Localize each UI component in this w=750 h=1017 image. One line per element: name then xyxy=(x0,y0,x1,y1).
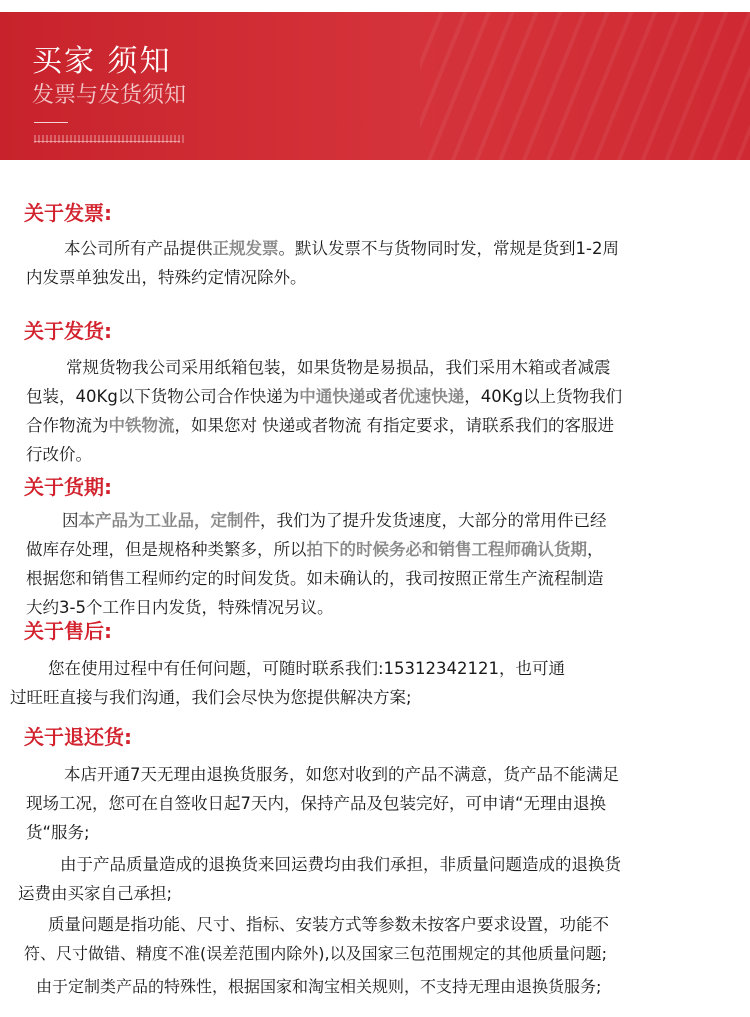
paragraph-line: 常规货物我公司采用纸箱包装，如果货物是易损品，我们采用木箱或者减震 xyxy=(66,358,611,377)
paragraph-line: 行改价。 xyxy=(26,445,92,464)
paragraph-line: 现场工况，您可在自签收日起7天内，保持产品及包装完好，可申请“无理由退换 xyxy=(26,794,607,813)
banner-decoration xyxy=(420,12,750,160)
text-segment: 做库存处理，但是规格种类繁多，所以 xyxy=(26,540,307,559)
section-heading-delivery: 关于货期: xyxy=(24,475,112,499)
paragraph-line: 您在使用过程中有任何问题，可随时联系我们:15312342121，也可通 xyxy=(48,659,566,678)
highlight-confirm-lead-time: 拍下的时候务必和销售工程师确认货期 xyxy=(306,540,587,559)
paragraph-line xyxy=(26,382,736,411)
paragraph-line: 质量问题是指功能、尺寸、指标、安装方式等参数未按客户要求设置，功能不 xyxy=(48,915,609,934)
banner-divider xyxy=(34,122,68,123)
text-segment: 因 xyxy=(62,511,79,530)
paragraph-line: 由于产品质量造成的退换货来回运费均由我们承担，非质量问题造成的退换货 xyxy=(60,855,621,874)
text-segment: 或者 xyxy=(365,387,399,406)
text-segment: ， xyxy=(587,540,604,559)
aftersales-paragraph xyxy=(10,654,730,712)
highlight-courier-zto: 中通快递 xyxy=(299,387,366,406)
returns-paragraph-4 xyxy=(36,972,746,1001)
returns-paragraph-1 xyxy=(26,760,741,847)
invoice-paragraph xyxy=(26,234,726,292)
banner-fineprint-line xyxy=(34,141,180,142)
paragraph-line: 过旺旺直接与我们沟通，我们会尽快为您提供解决方案; xyxy=(10,688,412,707)
banner-title: 买家 须知 xyxy=(32,44,172,79)
paragraph-line: 根据您和销售工程师约定的时间发货。如未确认的，我司按照正常生产流程制造 xyxy=(26,569,604,588)
paragraph-line: 运费由买家自己承担; xyxy=(18,884,173,903)
paragraph-line: 本店开通7天无理由退换货服务，如您对收到的产品不满意，货产品不能满足 xyxy=(64,765,619,784)
text-segment: ，如果您对 快递或者物流 有指定要求，请联系我们的客服进 xyxy=(174,416,614,435)
paragraph-line: 大约3-5个工作日内发货，特殊情况另议。 xyxy=(26,598,334,617)
section-heading-aftersales: 关于售后: xyxy=(24,619,112,643)
paragraph-line: 内发票单独发出，特殊约定情况除外。 xyxy=(26,268,307,287)
paragraph-line: 符、尺寸做错、精度不准(误差范围内除外),以及国家三包范围规定的其他质量问题; xyxy=(24,944,607,963)
text-segment: 包装，40Kg以下货物公司合作快递为 xyxy=(26,387,300,406)
highlight-industrial-product: 本产品为工业品，定制件 xyxy=(78,511,260,530)
paragraph-line: 货“服务; xyxy=(26,823,90,842)
section-heading-invoice: 关于发票: xyxy=(24,201,112,225)
banner-subtitle: 发票与发货须知 xyxy=(32,83,187,108)
text-segment: 本公司所有产品提供 xyxy=(64,239,213,258)
header-banner xyxy=(0,12,750,160)
highlight-formal-invoice: 正规发票 xyxy=(212,239,279,258)
paragraph-line: 由于定制类产品的特殊性，根据国家和淘宝相关规则，不支持无理由退换货服务; xyxy=(36,977,602,996)
paragraph-line xyxy=(26,411,736,440)
paragraph-line xyxy=(26,234,726,263)
delivery-paragraph xyxy=(26,506,741,622)
paragraph-line xyxy=(26,506,741,535)
highlight-courier-uc: 优速快递 xyxy=(398,387,465,406)
highlight-logistics-crec: 中铁物流 xyxy=(108,416,175,435)
text-segment: 合作物流为 xyxy=(26,416,109,435)
shipping-paragraph xyxy=(26,353,736,469)
text-segment: ，40Kg以上货物我们 xyxy=(464,387,623,406)
returns-paragraph-3 xyxy=(24,910,744,968)
text-segment: 。默认发票不与货物同时发，常规是货到1-2周 xyxy=(278,239,619,258)
paragraph-line xyxy=(26,535,741,564)
returns-paragraph-2 xyxy=(18,850,738,908)
text-segment: ，我们为了提升发货速度，大部分的常用件已经 xyxy=(260,511,607,530)
section-heading-shipping: 关于发货: xyxy=(24,319,112,343)
section-heading-returns: 关于退还货: xyxy=(24,725,132,749)
